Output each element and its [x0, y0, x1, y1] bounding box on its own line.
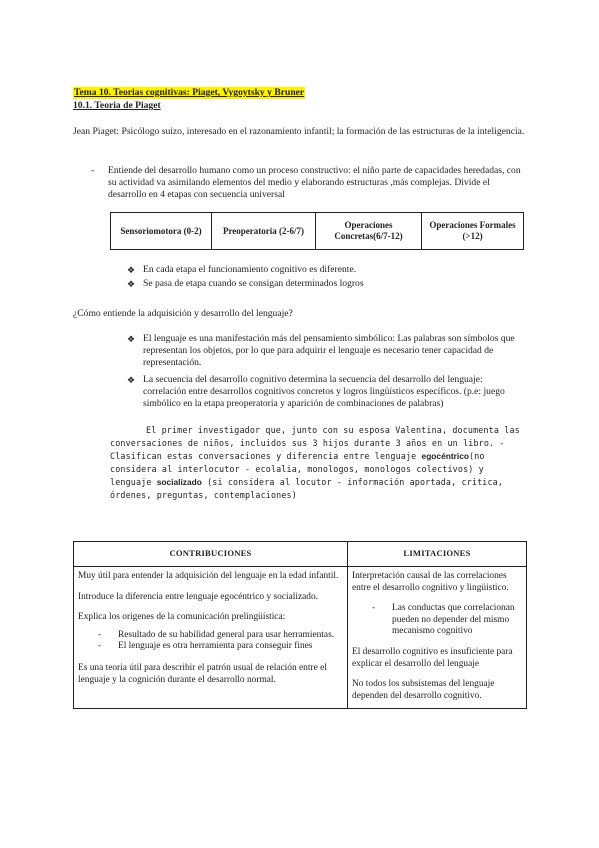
stage-cell: Operaciones Concretas(6/7-12)	[316, 213, 422, 250]
header-limitaciones: LIMITACIONES	[348, 542, 527, 567]
dash-marker: -	[98, 641, 102, 652]
contributions-table	[73, 541, 527, 709]
topic-title: Tema 10. Teorias cognitivas: Piaget, Vygoytsky y Bruner	[74, 87, 305, 98]
sub-list-item	[78, 630, 343, 642]
mono-text: (no considera al interlocutor - ecolalia, monologos, monologos colectivos) y lenguaje	[110, 451, 485, 487]
sub-item-text: Resultado de su habilidad general para usar herramientas.	[118, 629, 335, 640]
mono-text: El primer investigador que, junto con su esposa Valentina, documenta las conversaciones de niños, incluidos sus 3 hijos durante 3 años en un libro. - Clasifican estas conversaciones y diferencia entre lenguaje	[110, 425, 520, 461]
table-row	[74, 567, 527, 709]
bullet-text: Se pasa de etapa cuando se consigan determinados logros	[143, 278, 364, 289]
bullet-text: La secuencia del desarrollo cognitivo determina la secuencia del desarrollo del lenguaje: correlación entre desarrollos cognitivos concretos y logros lingüísticos específicos. (p.e: juego simbólico en la etapa preoperatoria y aparición de combinaciones de palabras)	[143, 374, 505, 409]
question-heading: ¿Cómo entiende la adquisición y desarrollo del lenguaje?	[73, 308, 293, 319]
intro-paragraph: Jean Piaget: Psicólogo suizo, interesado en el razonamiento infantil; la formación de las estructuras de la inteligencia.	[73, 126, 525, 137]
table-header-row	[74, 542, 527, 567]
list-item	[127, 374, 527, 410]
stage-cell: Preoperatoria (2-6/7)	[212, 213, 316, 250]
bullet-text: En cada etapa el funcionamiento cognitivo es diferente.	[143, 264, 357, 275]
list-item	[127, 333, 527, 369]
list-item	[127, 278, 527, 290]
sub-list-item	[78, 641, 343, 653]
dash-marker: -	[98, 629, 102, 640]
limitation-paragraph: No todos los subsistemas del lenguaje dependen del desarrollo cognitivo.	[352, 679, 495, 701]
header-contribuciones: CONTRIBUCIONES	[74, 542, 348, 567]
contribution-paragraph: Es una teoria útil para describir el patrón usual de relación entre el lenguaje y la cognición durante el desarrollo normal.	[78, 662, 327, 685]
diamond-bullet-icon: ❖	[127, 375, 136, 385]
diamond-bullet-icon: ❖	[127, 334, 136, 344]
diamond-bullet-icon: ❖	[127, 265, 136, 275]
section-title: 10.1. Teoria de Piaget	[73, 100, 161, 111]
limitation-paragraph: Interpretación causal de las correlaciones entre el desarrollo cognitivo y lingüistico.	[352, 571, 509, 593]
sub-list-item	[352, 603, 522, 638]
contribution-paragraph: Introduce la diferencia entre lenguaje egocéntrico y socializado.	[78, 591, 318, 602]
bullet-text: El lenguaje es una manifestación más del pensamiento simbólico: Las palabras son símbolos que representan los objetos, por lo que para adquirir el lenguaje es necesario tener capacidad de representación.	[143, 333, 515, 368]
list-item	[127, 264, 527, 276]
sub-item-text: El lenguaje es otra herramienta para conseguir fines	[118, 641, 313, 652]
stages-table	[110, 212, 524, 250]
contribution-paragraph: Explica los origenes de la comunicación prelingüística:	[78, 612, 286, 623]
limitation-paragraph: El desarrollo cognitivo es insuficiente para explicar el desarrollo del lenguaje	[352, 646, 513, 669]
typewriter-paragraph	[110, 424, 526, 502]
contributions-cell	[74, 567, 348, 709]
stages-row	[111, 213, 524, 250]
limitations-cell	[348, 567, 527, 709]
bold-term-egocentrico: egocéntrico	[421, 451, 470, 461]
contribution-paragraph: Muy útil para entender la adquisición del lenguaje en la edad infantil.	[78, 571, 339, 581]
diamond-bullet-icon: ❖	[127, 279, 136, 289]
dash-marker: -	[372, 603, 376, 614]
sub-item-text: Las conductas que correlacionan pueden no depender del mismo mecanismo cognitivo	[392, 603, 515, 637]
stage-cell: Sensoriomotora (0-2)	[111, 213, 212, 250]
mono-text: (si considera al locutor - información aportada, critica, órdenes, preguntas, contemplaciones)	[110, 477, 504, 500]
stage-cell: Operaciones Formales (>12)	[422, 213, 524, 250]
dash-item-text: Entiende del desarrollo humano como un proceso constructivo: el niño parte de capacidades heredadas, con su actividad va asimilando elementos del medio y elaborando estructuras ,más complejas. Divide el desarrollo en 4 etapas con secuencia universal	[108, 165, 521, 200]
dash-marker: -	[91, 165, 95, 176]
bold-term-socializado: socializado	[156, 477, 202, 487]
